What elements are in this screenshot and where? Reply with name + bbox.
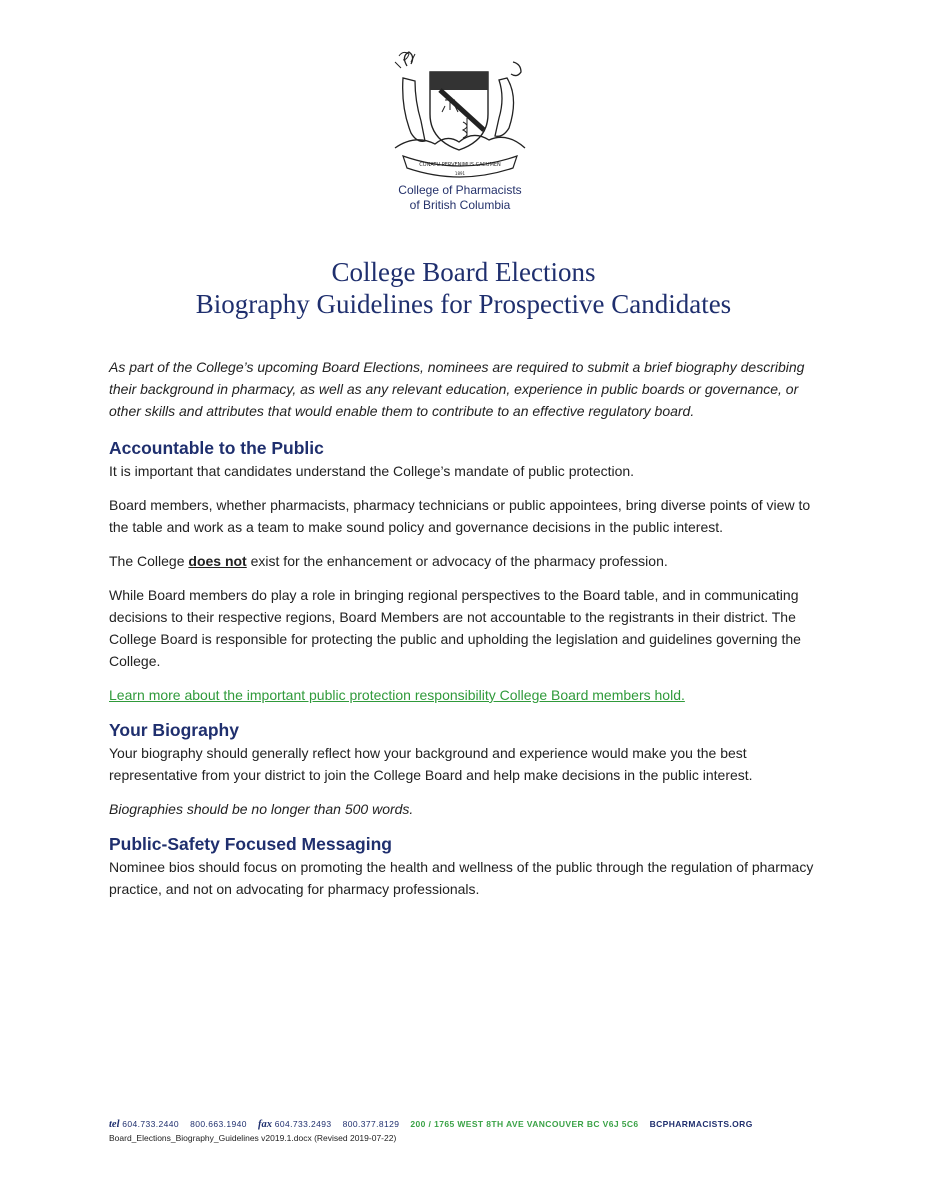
learn-more-link[interactable]: Learn more about the important public protection responsibility College Board members hold.: [109, 687, 685, 703]
fax-label: fax: [257, 1119, 272, 1130]
paragraph-mandate: It is important that candidates understand the College’s mandate of public protection.: [109, 463, 635, 479]
heading-accountable: Accountable to the Public: [109, 438, 324, 458]
footer-address: 200 / 1765 WEST 8TH AVE VANCOUVER BC V6J 5C6: [410, 1119, 639, 1129]
document-title: [60, 256, 867, 320]
paragraph-does-not: [109, 550, 821, 572]
organization-name-line2: of British Columbia: [409, 198, 511, 212]
footer-contact: [109, 1119, 829, 1130]
p3-after: exist for the enhancement or advocacy of the pharmacy profession.: [246, 553, 668, 569]
crest-motto: CONATU PERVENIMUS CACUMEN: [419, 162, 501, 168]
footer-website: BCPHARMACISTS.ORG: [649, 1119, 753, 1129]
heading-public-safety: Public-Safety Focused Messaging: [109, 834, 392, 854]
heading-your-biography: Your Biography: [109, 720, 239, 740]
p3-before: The College: [109, 553, 189, 569]
document-body: [109, 356, 821, 900]
does-not-emphasis: does not: [188, 553, 247, 569]
college-crest-logo: [385, 48, 535, 180]
tel-label: tel: [109, 1119, 120, 1130]
paragraph-regional: While Board members do play a role in bringing regional perspectives to the Board table, and in communicating decisions to their respective regions, Board Members are not accountable to the registrants in their district. The College Board is responsible for protecting the public and upholding the legislation and guidelines governing the College.: [109, 587, 801, 669]
tel-number-1: 604.733.2440: [122, 1119, 180, 1129]
paragraph-board-members: Board members, whether pharmacists, pharmacy technicians or public appointees, bring diverse points of view to the table and work as a team to make sound policy and governance decisions in the public interest.: [109, 497, 811, 535]
tel-number-2: 800.663.1940: [190, 1119, 247, 1129]
paragraph-public-safety: Nominee bios should focus on promoting the health and wellness of the public through the regulation of pharmacy practice, and not on advocating for pharmacy professionals.: [109, 859, 814, 897]
organization-name: [360, 183, 560, 213]
fax-number-1: 604.733.2493: [274, 1119, 332, 1129]
crest-year: 1891: [454, 171, 466, 176]
intro-paragraph: As part of the College’s upcoming Board Elections, nominees are required to submit a brief biography describing their background in pharmacy, as well as any relevant education, experience in public boards or governance, or other skills and attributes that would enable them to contribute to an effective regulatory board.: [109, 359, 805, 419]
paragraph-biography: Your biography should generally reflect how your background and experience would make you the best representative from your district to join the College Board and help make decisions in the public interest.: [109, 745, 753, 783]
title-line1: College Board Elections: [331, 257, 596, 287]
paragraph-word-limit: Biographies should be no longer than 500 words.: [109, 801, 414, 817]
organization-name-line1: College of Pharmacists: [398, 183, 522, 197]
fax-number-2: 800.377.8129: [342, 1119, 400, 1129]
document-reference: Board_Elections_Biography_Guidelines v2019.1.docx (Revised 2019-07-22): [109, 1133, 397, 1143]
title-line2: Biography Guidelines for Prospective Candidates: [195, 289, 732, 319]
